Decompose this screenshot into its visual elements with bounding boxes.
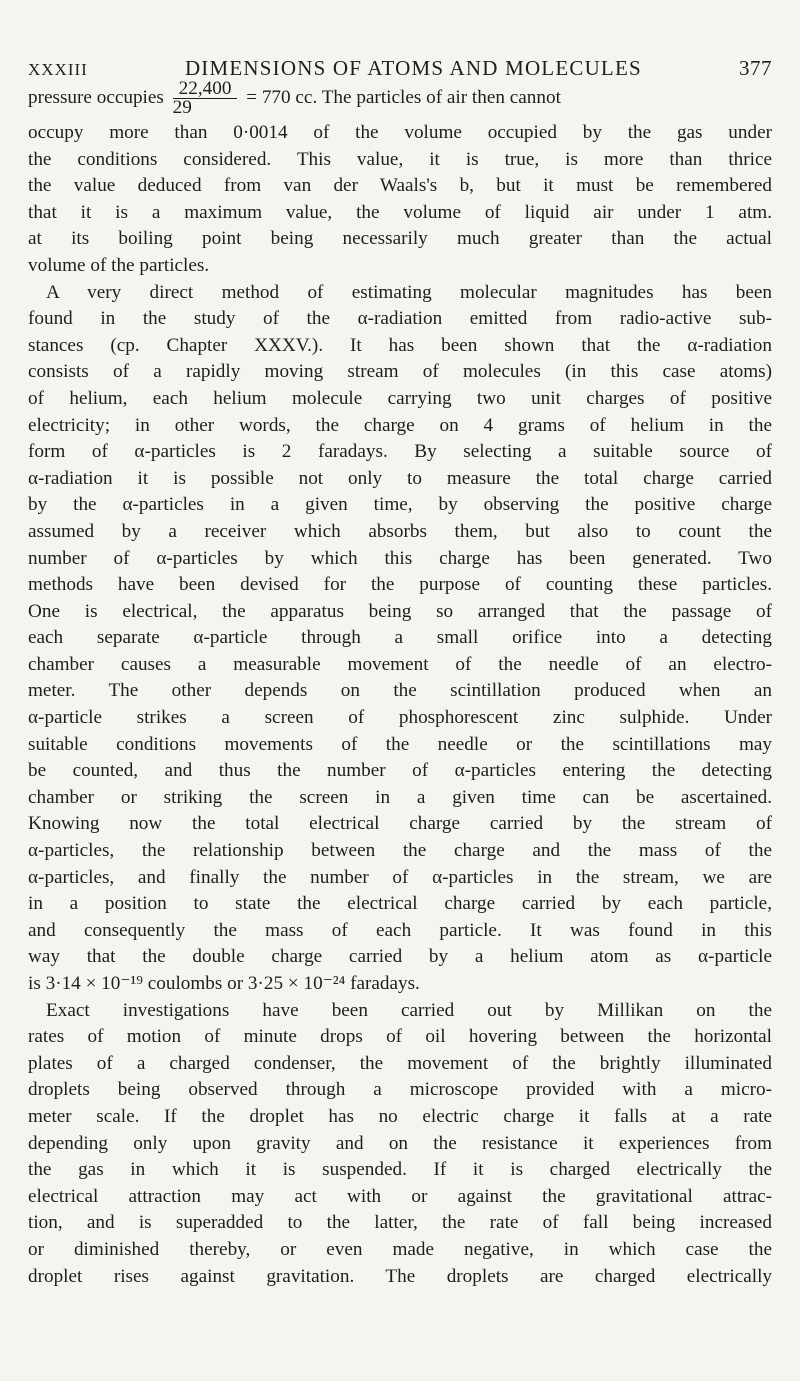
text-line: the value deduced from van der Waals's b, but it must be remembered (28, 175, 772, 197)
text-line: α-particle strikes a screen of phosphorescent zinc sulphide. Under (28, 707, 772, 729)
text-line: assumed by a receiver which absorbs them, but also to count the (28, 520, 772, 542)
text-line: chamber causes a measurable movement of the needle of an electro- (28, 653, 772, 675)
chapter-number: XXXIII (28, 60, 88, 79)
text-line: found in the study of the α-radiation emitted from radio-active sub- (28, 308, 772, 330)
fraction-denominator: 29 (172, 97, 192, 118)
fraction-numerator: 22,400 (173, 80, 238, 99)
text-line: α-particles, the relationship between the charge and the mass of the (28, 840, 772, 862)
text-line: meter. The other depends on the scintillation produced when an (28, 680, 772, 702)
text-line: is 3·14 × 10⁻¹⁹ coulombs or 3·25 × 10⁻²⁴ faradays. (28, 973, 420, 994)
text-line: One is electrical, the apparatus being so arranged that the passage of (28, 600, 772, 622)
text-line: and consequently the mass of each particle. It was found in this (28, 919, 772, 941)
text-line: electrical attraction may act with or against the gravitational attrac- (28, 1185, 772, 1207)
text-line: number of α-particles by which this charge has been generated. Two (28, 547, 772, 569)
text-line: Knowing now the total electrical charge carried by the stream of (28, 813, 772, 835)
text-line: consists of a rapidly moving stream of molecules (in this case atoms) (28, 361, 772, 383)
text-line: the gas in which it is suspended. If it is charged electrically the (28, 1159, 772, 1181)
text-line: or diminished thereby, or even made negative, in which case the (28, 1238, 772, 1260)
text-line: stances (cp. Chapter XXXV.). It has been shown that the α-radiation (28, 334, 772, 356)
text-line: methods have been devised for the purpose of counting these particles. (28, 574, 772, 596)
text-line: form of α-particles is 2 faradays. By selecting a suitable source of (28, 441, 772, 463)
text-line: each separate α-particle through a small orifice into a detecting (28, 627, 772, 649)
body-text (28, 76, 772, 1290)
text-line: of helium, each helium molecule carrying two unit charges of positive (28, 387, 772, 409)
page-number: 377 (738, 56, 772, 80)
text-line: droplet rises against gravitation. The droplets are charged electrically (28, 1265, 772, 1287)
text-line: that it is a maximum value, the volume of liquid air under 1 atm. (28, 201, 772, 223)
formula-after: = 770 cc. The particles of air then cannot (246, 86, 561, 108)
text-line: by the α-particles in a given time, by observing the positive charge (28, 494, 772, 516)
text-line: α-radiation it is possible not only to measure the total charge carried (28, 467, 772, 489)
text-line: rates of motion of minute drops of oil hovering between the horizontal (28, 1026, 772, 1048)
text-line: tion, and is superadded to the latter, the rate of fall being increased (28, 1212, 772, 1234)
text-line: Exact investigations have been carried out by Millikan on the (46, 999, 772, 1021)
text-line: chamber or striking the screen in a given time can be ascertained. (28, 786, 772, 808)
text-line: at its boiling point being necessarily much greater than the actual (28, 228, 772, 250)
formula-line (28, 80, 772, 120)
fraction (173, 80, 238, 117)
text-line: meter scale. If the droplet has no electric charge it falls at a rate (28, 1105, 772, 1127)
text-line: volume of the particles. (28, 254, 210, 276)
text-line: suitable conditions movements of the needle or the scintillations may (28, 733, 772, 755)
text-line: depending only upon gravity and on the resistance it experiences from (28, 1132, 772, 1154)
text-line: be counted, and thus the number of α-particles entering the detecting (28, 760, 772, 782)
text-line: plates of a charged condenser, the movement of the brightly illuminated (28, 1052, 772, 1074)
text-line: in a position to state the electrical charge carried by each particle, (28, 893, 772, 915)
text-line: droplets being observed through a microscope provided with a micro- (28, 1079, 772, 1101)
text-line: way that the double charge carried by a helium atom as α-particle (28, 946, 772, 968)
text-line: electricity; in other words, the charge on 4 grams of helium in the (28, 414, 772, 436)
running-title: DIMENSIONS OF ATOMS AND MOLECULES (184, 56, 642, 80)
formula-before: pressure occupies (28, 86, 164, 108)
text-line: A very direct method of estimating molecular magnitudes has been (46, 281, 772, 303)
text-line: α-particles, and finally the number of α-particles in the stream, we are (28, 866, 772, 888)
text-line: occupy more than 0·0014 of the volume occupied by the gas under (28, 122, 772, 143)
text-line: the conditions considered. This value, it is true, is more than thrice (28, 148, 772, 170)
